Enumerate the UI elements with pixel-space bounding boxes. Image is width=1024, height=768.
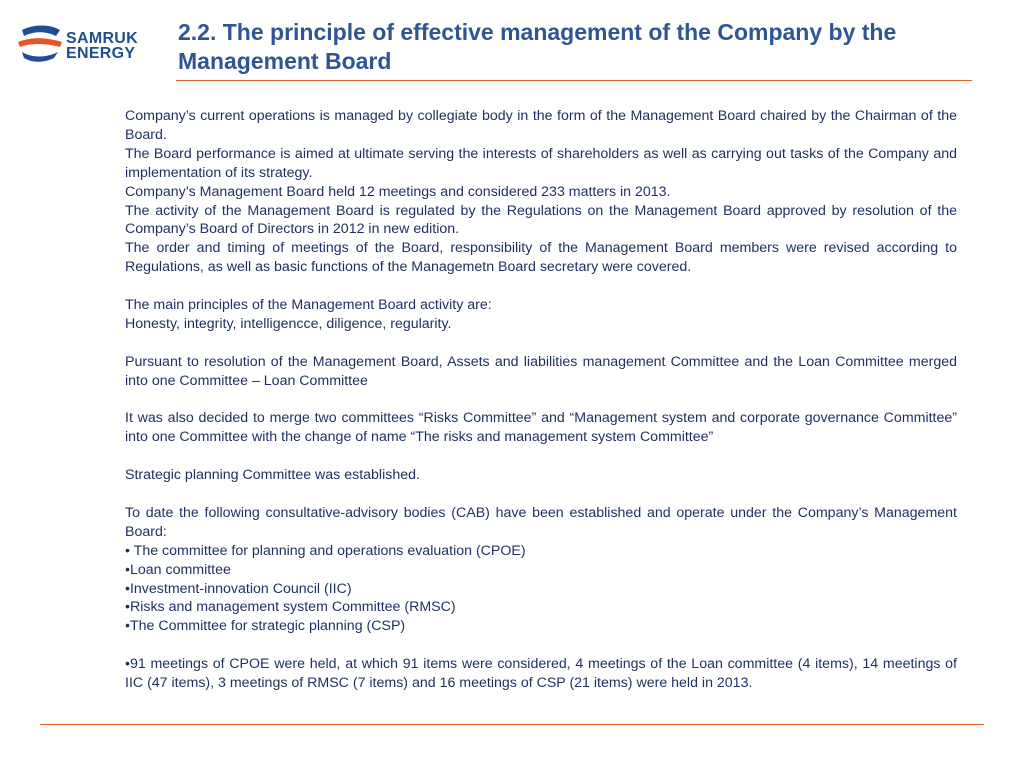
- cab-list: [125, 542, 957, 637]
- body-paragraph: Company’s Management Board held 12 meetings and considered 233 matters in 2013.: [125, 183, 671, 200]
- body-paragraph: To date the following consultative-advisory bodies (CAB) have been established and operate under the Company’s Management Board:: [125, 504, 957, 540]
- paragraph-gap: [125, 277, 957, 296]
- body-paragraph: Pursuant to resolution of the Management Board, Assets and liabilities management Committee and the Loan Committee merged into one Committee – Loan Committee: [125, 353, 957, 389]
- samruk-energy-logo: [16, 22, 152, 66]
- list-item: • The committee for planning and operations evaluation (CPOE): [125, 542, 526, 559]
- paragraph-gap: [125, 636, 957, 655]
- body-paragraph: The activity of the Management Board is regulated by the Regulations on the Management Board approved by resolution of the Company’s Board of Directors in 2012 in new edition.: [125, 202, 957, 238]
- body-paragraph: The main principles of the Management Board activity are:: [125, 297, 492, 314]
- list-item: •Investment-innovation Council (IIC): [125, 580, 352, 597]
- list-item: •Risks and management system Committee (RMSC): [125, 599, 456, 616]
- list-item: •The Committee for strategic planning (CSP): [125, 618, 406, 635]
- body-paragraph: Honesty, integrity, intelligencce, diligence, regularity.: [125, 315, 452, 332]
- paragraph-gap: [125, 391, 957, 410]
- body-paragraph: The Board performance is aimed at ultimate serving the interests of shareholders as well as carrying out tasks of the Company and implementation of its strategy.: [125, 145, 957, 181]
- body-paragraph: •91 meetings of CPOE were held, at which 91 items were considered, 4 meetings of the Loan committee (4 items), 14 meetings of IIC (47 items), 3 meetings of RMSC (7 items) and 16 meetings of CSP (21 items) were held in 2013.: [125, 656, 957, 692]
- paragraph-gap: [125, 334, 957, 353]
- logo-wordmark: [66, 31, 138, 61]
- logo-emblem-icon: [16, 22, 64, 66]
- slide-title: 2.2. The principle of effective management of the Company by the Management Board: [178, 19, 897, 74]
- slide-body: [125, 107, 957, 693]
- body-paragraph: It was also decided to merge two committees “Risks Committee” and “Management system and corporate governance Committee” into one Committee with the change of name “The risks and management system Committee”: [125, 410, 957, 446]
- paragraph-gap: [125, 485, 957, 504]
- list-item: •Loan committee: [125, 561, 231, 578]
- logo-line-samruk: SAMRUK: [66, 30, 139, 47]
- footer-divider: [40, 724, 984, 725]
- title-divider: [176, 80, 972, 81]
- logo-line-energy: ENERGY: [66, 45, 136, 62]
- paragraph-gap: [125, 447, 957, 466]
- body-paragraph: Company’s current operations is managed by collegiate body in the form of the Management Board chaired by the Chairman of the Board.: [125, 108, 957, 143]
- body-paragraph: Strategic planning Committee was established.: [125, 467, 420, 484]
- body-paragraph: The order and timing of meetings of the Board, responsibility of the Management Board members were revised according to Regulations, as well as basic functions of the Managemetn Board secretary were covered.: [125, 240, 957, 276]
